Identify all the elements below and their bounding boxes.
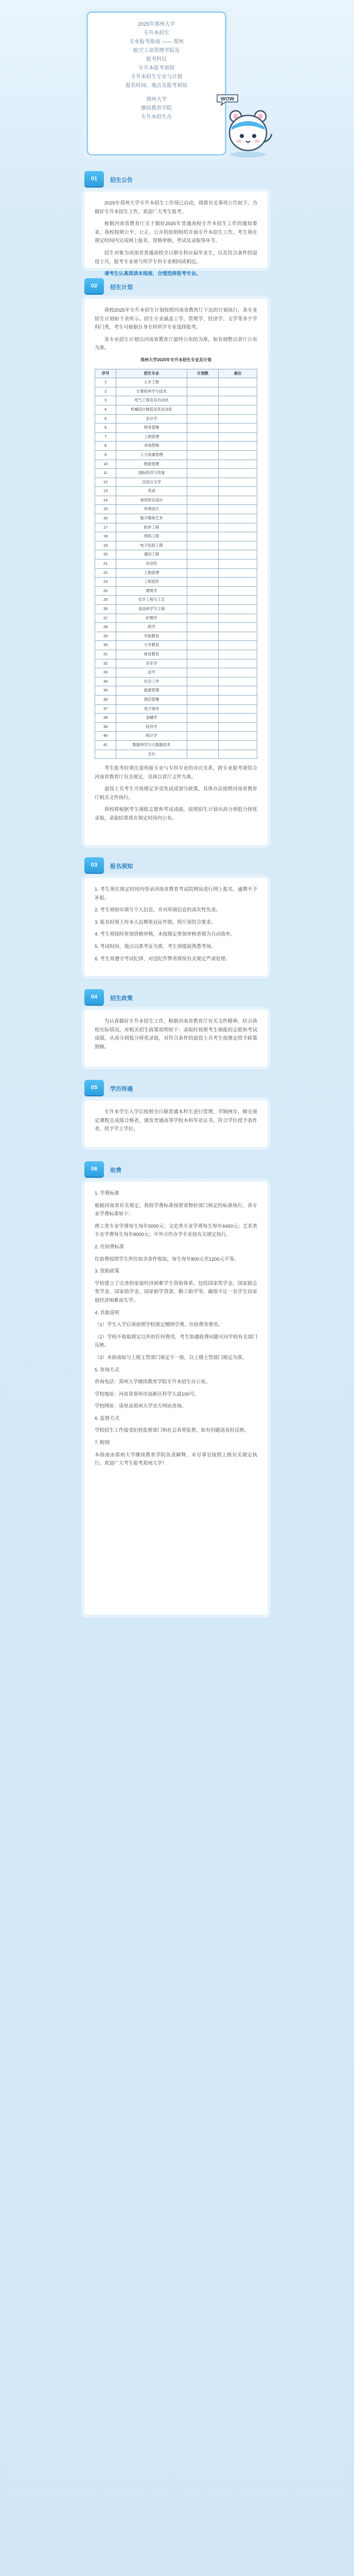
table-cell <box>219 541 257 550</box>
table-cell: 19 <box>95 541 116 550</box>
table-cell: 汉语言文学 <box>116 478 187 487</box>
table-header-cell: 备注 <box>219 369 257 378</box>
table-cell <box>219 704 257 714</box>
table-row <box>95 704 257 714</box>
table-cell <box>219 568 257 578</box>
table-cell: 网络工程 <box>116 532 187 541</box>
paragraph: 5. 考试时间、地点以准考证为准，考生须提前熟悉考场。 <box>95 943 216 949</box>
paragraph: 1. 考生须在规定时间内登录河南省教育考试院网站进行网上报名，逾期不予补报。 <box>95 886 257 901</box>
table-row <box>95 750 257 759</box>
paragraph: 住宿费按照学生所住宿舍条件收取，每生每年800元至1200元不等。 <box>95 1256 239 1262</box>
table-row <box>95 586 257 596</box>
table-cell <box>187 378 219 387</box>
section-badge-01 <box>84 171 113 189</box>
paragraph: 学校招生工作接受纪检监察部门和社会各界监督，如有问题请及时反映。 <box>95 1427 250 1433</box>
table-cell <box>187 532 219 541</box>
table-row <box>95 432 257 442</box>
table-row <box>95 740 257 750</box>
table-cell <box>187 722 219 732</box>
table-header-cell: 序号 <box>95 369 116 378</box>
table-cell: 数据科学与大数据技术 <box>116 740 187 750</box>
table-cell: 电子信息工程 <box>116 541 187 550</box>
paragraph: 根据河南省教育厅关于做好2025年普通高校专升本招生工作的通知要求，我校按照公平、公正、公开的原则组织开展专升本招生工作，考生须在规定时间内完成网上报名、资格审核、考试及录取等环节。 <box>95 221 257 244</box>
table-cell: 5 <box>95 414 116 423</box>
table-cell <box>219 650 257 659</box>
table-cell <box>219 405 257 414</box>
table-cell <box>187 596 219 605</box>
table-row <box>95 605 257 614</box>
table-row <box>95 460 257 469</box>
section-body-06 <box>84 1182 268 1479</box>
table-cell <box>219 442 257 451</box>
table-cell: 机械设计制造及其自动化 <box>116 405 187 414</box>
wow-text: WOW <box>220 96 235 102</box>
table-cell: 32 <box>95 659 116 668</box>
table-cell <box>219 632 257 641</box>
table-row <box>95 505 257 514</box>
section-card-06 <box>84 1182 268 1615</box>
table-cell: 3 <box>95 396 116 405</box>
table-cell: 13 <box>95 487 116 496</box>
highlight-text: 请考生认真阅读本指南，合理选择报考专业。 <box>104 270 201 277</box>
table-cell: 酒店管理 <box>116 695 187 704</box>
table-cell: 人力资源管理 <box>116 450 187 460</box>
table-cell <box>219 478 257 487</box>
paragraph: （3）本指南如与上级主管部门规定不一致，以上级主管部门规定为准。 <box>95 1354 247 1360</box>
paragraph: 1. 学费标准 <box>95 1190 119 1196</box>
table-cell <box>187 605 219 614</box>
table-row <box>95 532 257 541</box>
table-cell <box>219 740 257 750</box>
table-row <box>95 722 257 732</box>
section-card-05 <box>84 1100 268 1147</box>
table-cell: 工程管理 <box>116 568 187 578</box>
table-cell <box>187 650 219 659</box>
table-row <box>95 732 257 741</box>
header-card <box>86 11 226 156</box>
table-row <box>95 414 257 423</box>
table-cell <box>187 560 219 569</box>
table-cell <box>219 414 257 423</box>
table-cell: 小学教育 <box>116 641 187 650</box>
section-card-01 <box>84 192 268 277</box>
table-cell: 10 <box>95 460 116 469</box>
table-cell <box>219 532 257 541</box>
paragraph: 2. 考生须如实填写个人信息，并对所填信息的真实性负责。 <box>95 907 221 913</box>
header-line: 专升本招生 <box>144 30 169 36</box>
table-cell: 41 <box>95 740 116 750</box>
table-cell: 16 <box>95 514 116 523</box>
section-number: 03 <box>84 857 104 873</box>
table-cell <box>187 586 219 596</box>
table-cell <box>219 596 257 605</box>
table-cell <box>187 541 219 550</box>
table-cell <box>187 396 219 405</box>
table-cell <box>219 623 257 632</box>
header-line: 专升本报考须知 <box>138 65 174 71</box>
table-cell <box>219 550 257 560</box>
table-row <box>95 641 257 650</box>
table-cell <box>219 605 257 614</box>
table-cell: 30 <box>95 641 116 650</box>
table-cell <box>187 659 219 668</box>
table-cell: 17 <box>95 523 116 532</box>
table-header-cell: 招生专业 <box>116 369 187 378</box>
paragraph: 为认真做好专升本招生工作，根据河南省教育厅有关文件精神，结合我校实际情况，对相关招生政策说明如下：录取时按照考生填报的志愿和考试成绩，从高分到低分择优录取，对符合条件的退役士兵考生按规定给予政策照顾。 <box>95 1018 257 1049</box>
table-row <box>95 578 257 587</box>
table-cell <box>219 387 257 396</box>
table-cell: 22 <box>95 568 116 578</box>
table-cell <box>219 378 257 387</box>
table-cell: 37 <box>95 704 116 714</box>
plan-table <box>95 369 257 759</box>
table-cell <box>219 750 257 759</box>
table-cell: 28 <box>95 623 116 632</box>
table-cell <box>187 423 219 433</box>
table-cell <box>219 460 257 469</box>
paragraph: 学校建立了完善的家庭经济困难学生资助体系，包括国家奖学金、国家励志奖学金、国家助学金、国家助学贷款、勤工助学等，确保不让一名学生因家庭经济困难而失学。 <box>95 1280 257 1303</box>
table-row <box>95 632 257 641</box>
paragraph: 5. 咨询方式 <box>95 1366 119 1372</box>
table-cell: 电子商务 <box>116 704 187 714</box>
header-sign: 继续教育学院 <box>141 106 172 111</box>
table-cell <box>219 450 257 460</box>
table-cell: 35 <box>95 686 116 696</box>
table-cell: 社会工作 <box>116 677 187 686</box>
paragraph: 6. 监督方式 <box>95 1415 119 1421</box>
table-cell <box>187 578 219 587</box>
table-cell <box>219 496 257 505</box>
section-title-01: 招生公告 <box>110 177 133 183</box>
table-cell: 39 <box>95 722 116 732</box>
table-cell <box>219 505 257 514</box>
table-cell: 24 <box>95 586 116 596</box>
table-cell: 土木工程 <box>116 378 187 387</box>
paragraph: 退役士兵考生可按规定享受免试或加分政策，具体办法按照河南省教育厅相关文件执行。 <box>95 786 257 800</box>
table-cell: 金融学 <box>116 714 187 723</box>
paragraph: （1）学生入学后须按照学校规定缴纳学费、住宿费等费用。 <box>95 1321 223 1328</box>
table-cell: 1 <box>95 378 116 387</box>
table-row <box>95 550 257 560</box>
table-cell <box>219 686 257 696</box>
paragraph: 根据河南省有关规定，我校学费标准按照省物价部门核定的标准执行，各专业学费标准如下： <box>95 1202 257 1217</box>
table-cell: 34 <box>95 677 116 686</box>
table-row <box>95 496 257 505</box>
table-cell <box>187 514 219 523</box>
table-cell <box>219 641 257 650</box>
table-cell <box>187 405 219 414</box>
table-cell: 物流管理 <box>116 460 187 469</box>
table-cell <box>219 677 257 686</box>
paragraph: 我校将根据考生填报志愿和考试成绩，按照招生计划从高分到低分择优录取，录取结果将在规定时间内公布。 <box>95 806 257 821</box>
table-cell: 环境设计 <box>116 505 187 514</box>
header-lines <box>88 20 225 122</box>
section-badge-06 <box>84 1161 113 1179</box>
table-cell <box>219 469 257 478</box>
table-cell: 36 <box>95 695 116 704</box>
paragraph: 考生报考时须注意所报专业与专科专业的对应关系，跨专业报考须符合河南省教育厅有关规定，具体以省厅文件为准。 <box>95 765 257 779</box>
table-cell <box>187 632 219 641</box>
table-cell <box>187 732 219 741</box>
table-cell <box>187 523 219 532</box>
table-cell: 31 <box>95 650 116 659</box>
table-cell <box>219 695 257 704</box>
paragraph: 我校2025年专升本招生计划按照河南省教育厅下达的计划执行，各专业招生计划如下表所示。招生专业涵盖工学、管理学、经济学、文学等多个学科门类，考生可根据自身专科所学专业选择报考。 <box>95 307 257 330</box>
table-cell: 2 <box>95 387 116 396</box>
table-cell: 电气工程及其自动化 <box>116 396 187 405</box>
table-cell <box>187 714 219 723</box>
header-line: 报考科目 <box>146 57 167 62</box>
table-row <box>95 478 257 487</box>
table-cell: 33 <box>95 668 116 677</box>
table-row <box>95 568 257 578</box>
section-title-04: 招生政策 <box>110 995 133 1002</box>
table-cell: 7 <box>95 432 116 442</box>
table-cell: 市场营销 <box>116 442 187 451</box>
table-cell: 12 <box>95 478 116 487</box>
table-row <box>95 442 257 451</box>
table-cell: 护理学 <box>116 614 187 623</box>
table-cell <box>187 460 219 469</box>
table-cell <box>219 714 257 723</box>
table-row <box>95 668 257 677</box>
table-cell <box>187 750 219 759</box>
paragraph: 理工类专业学费每生每年5000元；文史类专业学费每生每年4400元；艺术类专业学费每生每年8000元；中外合作办学专业按有关规定执行。 <box>95 1223 257 1238</box>
table-row <box>95 541 257 550</box>
table-cell: 27 <box>95 614 116 623</box>
table-cell: 法学 <box>116 668 187 677</box>
table-cell <box>187 478 219 487</box>
table-cell <box>187 740 219 750</box>
section-card-04 <box>84 1010 268 1066</box>
table-cell: 25 <box>95 596 116 605</box>
table-cell <box>219 423 257 433</box>
header-line: 航空工业管理学院及 <box>133 48 180 54</box>
paragraph: 专升本学生入学后按照全日制普通本科生进行管理，学制两年，修完规定课程且成绩合格者，颁发普通高等学校本科毕业证书，符合学位授予条件者，授予学士学位。 <box>95 1109 257 1132</box>
table-cell: 38 <box>95 714 116 723</box>
header-sign: 专升本招生办 <box>141 114 172 120</box>
table-cell: 药学 <box>116 623 187 632</box>
table-row <box>95 469 257 478</box>
table-cell: 8 <box>95 442 116 451</box>
section-badge-04 <box>84 989 113 1007</box>
table-cell <box>219 614 257 623</box>
table-title: 郑州大学2025年专升本招生专业及计划 <box>140 357 211 362</box>
paragraph: 4. 考生须按时参加资格审核，未按规定参加审核者视为自动放弃。 <box>95 931 235 937</box>
section-title-05: 学历待遇 <box>110 1086 133 1092</box>
table-cell: 旅游管理 <box>116 686 187 696</box>
paragraph: 各专业招生计划以河南省教育厅最终公布的为准，如有调整以省厅公布为准。 <box>95 336 257 351</box>
paragraph: 学校网址：请登录郑州大学官方网站查询。 <box>95 1403 187 1409</box>
section-number: 06 <box>84 1161 104 1177</box>
table-cell <box>187 695 219 704</box>
paragraph: 3. 报名时须上传本人近期免冠证件照，照片须符合要求。 <box>95 919 216 925</box>
table-row <box>95 650 257 659</box>
table-row <box>95 405 257 414</box>
header-line: 专升本招生专业与计划 <box>131 74 182 80</box>
table-cell: 软件工程 <box>116 523 187 532</box>
table-cell: 合计 <box>116 750 187 759</box>
table-cell <box>219 514 257 523</box>
table-row <box>95 523 257 532</box>
table-cell: 化学工程与工艺 <box>116 596 187 605</box>
table-cell <box>219 578 257 587</box>
paragraph: 7. 附则 <box>95 1439 110 1446</box>
table-row <box>95 387 257 396</box>
header-line: 2025年郑州大学 <box>137 22 175 27</box>
header-line: 报名时间、地点及报考须知 <box>126 83 187 89</box>
table-cell <box>187 387 219 396</box>
table-cell: 通信工程 <box>116 550 187 560</box>
table-cell: 11 <box>95 469 116 478</box>
table-cell: 学前教育 <box>116 632 187 641</box>
table-cell: 会计学 <box>116 414 187 423</box>
header-sign: 郑州大学 <box>146 97 167 103</box>
table-cell <box>219 732 257 741</box>
table-cell <box>187 442 219 451</box>
table-cell <box>187 550 219 560</box>
table-row <box>95 396 257 405</box>
table-cell <box>187 487 219 496</box>
table-cell: 20 <box>95 550 116 560</box>
section-number: 05 <box>84 1080 104 1095</box>
table-cell: 视觉传达设计 <box>116 496 187 505</box>
table-cell: 国际经济与贸易 <box>116 469 187 478</box>
table-cell: 26 <box>95 605 116 614</box>
section-badge-02 <box>84 278 113 296</box>
table-cell: 食品科学与工程 <box>116 605 187 614</box>
table-cell <box>187 677 219 686</box>
section-title-02: 招生计划 <box>110 284 133 291</box>
table-row <box>95 450 257 460</box>
table-cell <box>219 659 257 668</box>
table-row <box>95 714 257 723</box>
table-row <box>95 695 257 704</box>
table-cell: 14 <box>95 496 116 505</box>
section-card-02 <box>84 299 268 845</box>
table-row <box>95 514 257 523</box>
table-row <box>95 677 257 686</box>
table-row <box>95 487 257 496</box>
table-cell: 23 <box>95 578 116 587</box>
table-cell <box>219 432 257 442</box>
table-cell: 计算机科学与技术 <box>116 387 187 396</box>
table-row <box>95 623 257 632</box>
table-cell <box>187 641 219 650</box>
table-cell: 工商管理 <box>116 432 187 442</box>
table-cell: 工程造价 <box>116 578 187 587</box>
table-cell <box>187 568 219 578</box>
table-cell: 4 <box>95 405 116 414</box>
table-cell <box>187 496 219 505</box>
table-cell <box>219 523 257 532</box>
table-cell <box>219 396 257 405</box>
section-badge-05 <box>84 1080 113 1097</box>
table-cell: 音乐学 <box>116 659 187 668</box>
paragraph: 2025年郑州大学专升本招生工作现已启动，现将有关事项公告如下。为做好专升本招生工作，欢迎广大考生报考。 <box>95 200 257 214</box>
paragraph: 学校地址：河南省郑州市高新区科学大道100号。 <box>95 1391 200 1397</box>
table-row <box>95 686 257 696</box>
table-cell: 统计学 <box>116 732 187 741</box>
table-row <box>95 560 257 569</box>
table-body <box>95 378 257 759</box>
paragraph: 招生对象为河南省普通高校全日制专科应届毕业生，以及符合条件的退役士兵，报考专业须与所学专科专业相同或相近。 <box>95 249 257 264</box>
table-cell: 40 <box>95 732 116 741</box>
table-cell: 6 <box>95 423 116 433</box>
table-cell: 21 <box>95 560 116 569</box>
table-cell <box>219 668 257 677</box>
table-cell <box>219 487 257 496</box>
table-cell <box>95 750 116 759</box>
table-cell: 体育教育 <box>116 650 187 659</box>
table-row <box>95 378 257 387</box>
table-cell <box>187 450 219 460</box>
table-cell <box>187 668 219 677</box>
table-cell: 财务管理 <box>116 423 187 433</box>
table-header-row <box>95 369 257 378</box>
table-row <box>95 596 257 605</box>
section-number: 01 <box>84 171 104 187</box>
table-row <box>95 614 257 623</box>
table-cell: 英语 <box>116 487 187 496</box>
wow-bubble-icon <box>215 93 240 106</box>
section-title-03: 报名须知 <box>110 863 133 870</box>
table-cell <box>187 414 219 423</box>
paragraph: （2）学校不收取规定以外的任何费用，考生如遇收费问题可向学校有关部门反映。 <box>95 1333 257 1348</box>
table-cell: 29 <box>95 632 116 641</box>
table-row <box>95 659 257 668</box>
section-number: 02 <box>84 278 104 294</box>
table-cell: 数字媒体艺术 <box>116 514 187 523</box>
section-badge-03 <box>84 857 113 875</box>
table-cell <box>187 704 219 714</box>
table-cell <box>187 432 219 442</box>
paragraph: 本指南由郑州大学继续教育学院负责解释，未尽事宜按照上级有关规定执行。欢迎广大考生报考郑州大学！ <box>95 1451 257 1466</box>
section-title-06: 收费 <box>110 1167 121 1174</box>
table-cell <box>187 505 219 514</box>
table-cell: 建筑学 <box>116 586 187 596</box>
table-row <box>95 423 257 433</box>
paragraph: 4. 其他说明 <box>95 1309 119 1315</box>
table-cell: 自动化 <box>116 560 187 569</box>
table-cell <box>187 469 219 478</box>
paragraph: 2. 住宿费标准 <box>95 1243 125 1249</box>
table-cell <box>219 560 257 569</box>
table-cell <box>187 623 219 632</box>
table-cell: 经济学 <box>116 722 187 732</box>
paragraph: 6. 考生须遵守考试纪律，对违纪作弊者将按有关规定严肃处理。 <box>95 955 231 961</box>
table-header-cell: 计划数 <box>187 369 219 378</box>
table-cell: 9 <box>95 450 116 460</box>
header-line: 专业报考指南 —— 郑州 <box>129 39 184 45</box>
paragraph: 咨询电话：郑州大学继续教育学院专升本招生办公室。 <box>95 1379 211 1385</box>
table-cell <box>187 686 219 696</box>
table-cell: 15 <box>95 505 116 514</box>
section-card-03 <box>84 878 268 976</box>
table-cell <box>187 614 219 623</box>
section-number: 04 <box>84 989 104 1005</box>
paragraph: 3. 资助政策 <box>95 1268 119 1274</box>
table-cell: 18 <box>95 532 116 541</box>
table-cell <box>219 722 257 732</box>
table-cell <box>219 586 257 596</box>
